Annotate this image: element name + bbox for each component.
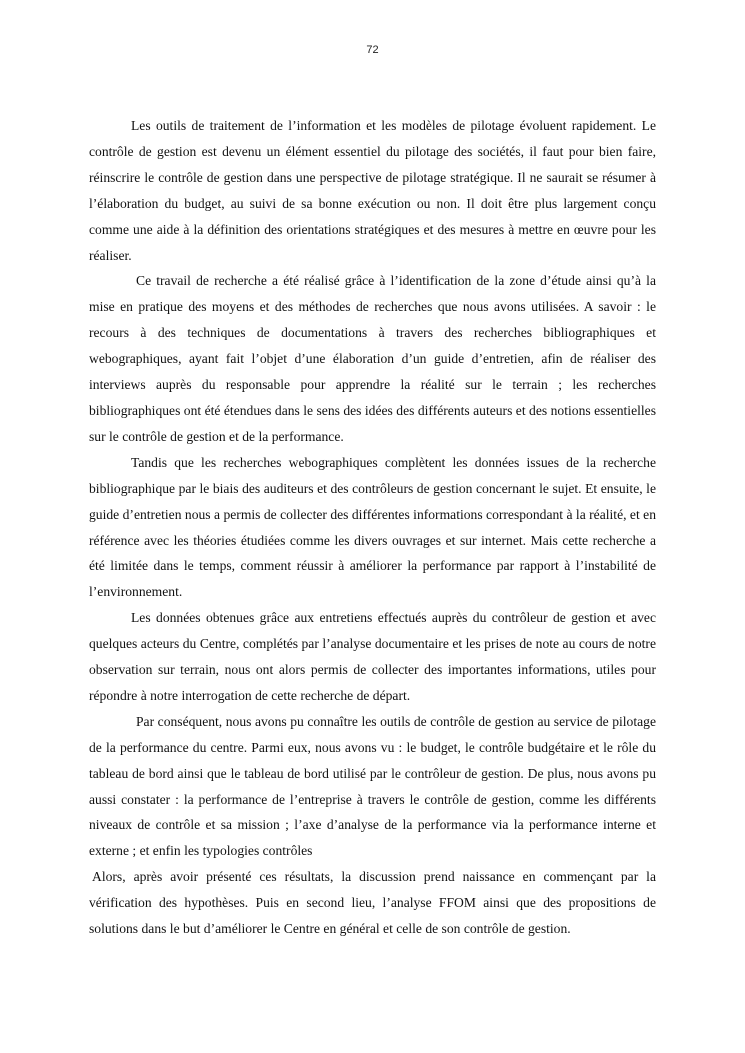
paragraph-2: Ce travail de recherche a été réalisé grâce à l’identification de la zone d’étude ainsi qu’à la mise en pratique des moyens et des méthodes de recherches que nous avons utilisées. A savoir : le recours à des techniques de documentations à travers des recherches bibliographiques et webographiques, ayant fait l’objet d’une élaboration d’un guide d’entretien, afin de réaliser des interviews auprès du responsable pour apprendre la réalité sur le terrain ; les recherches bibliographiques ont été étendues dans le sens des idées des différents auteurs et des notions essentielles sur le contrôle de gestion et de la performance. — [89, 273, 656, 444]
page-number: 72 — [366, 44, 379, 56]
paragraph-1: Les outils de traitement de l’information et les modèles de pilotage évoluent rapidement. Le contrôle de gestion est devenu un élément essentiel du pilotage des sociétés, il faut pour bien faire, réinscrire le contrôle de gestion dans une perspective de pilotage stratégique. Il ne saurait se résumer à l’élaboration du budget, au suivi de sa bonne exécution ou non. Il doit être plus largement conçu comme une aide à la définition des orientations stratégiques et des mesures à mettre en œuvre pour les réaliser. — [89, 118, 656, 263]
paragraph-3: Tandis que les recherches webographiques complètent les données issues de la recherche bibliographique par le biais des auditeurs et des contrôleurs de gestion concernant le sujet. Et ensuite, le guide d’entretien nous a permis de collecter des différentes informations correspondant à la réalité, et en référence avec les théories étudiées comme les divers ouvrages et sur internet. Mais cette recherche a été limitée dans le temps, comment réussir à améliorer la performance par rapport à l’instabilité de l’environnement. — [89, 454, 656, 600]
paragraph-4: Les données obtenues grâce aux entretiens effectués auprès du contrôleur de gestion et avec quelques acteurs du Centre, complétés par l’analyse documentaire et les prises de note au cours de notre observation sur terrain, nous ont alors permis de collecter des importantes informations, utiles pour répondre à notre interrogation de cette recherche de départ. — [89, 610, 656, 703]
paragraph-5: Par conséquent, nous avons pu connaître les outils de contrôle de gestion au service de pilotage de la performance du centre. Parmi eux, nous avons vu : le budget, le contrôle budgétaire et le rôle du tableau de bord ainsi que le tableau de bord utilisé par le contrôleur de gestion. De plus, nous avons pu aussi constater : la performance de l’entreprise à travers le contrôle de gestion, comme les différents niveaux de contrôle et sa mission ; l’axe d’analyse de la performance via la performance interne et externe ; et enfin les typologies contrôles — [89, 713, 656, 859]
body-text — [89, 113, 656, 942]
paragraph-6: Alors, après avoir présenté ces résultats, la discussion prend naissance en commençant par la vérification des hypothèses. Puis en second lieu, l’analyse FFOM ainsi que des propositions de solutions dans le but d’améliorer le Centre en général et celle de son contrôle de gestion. — [89, 869, 656, 937]
